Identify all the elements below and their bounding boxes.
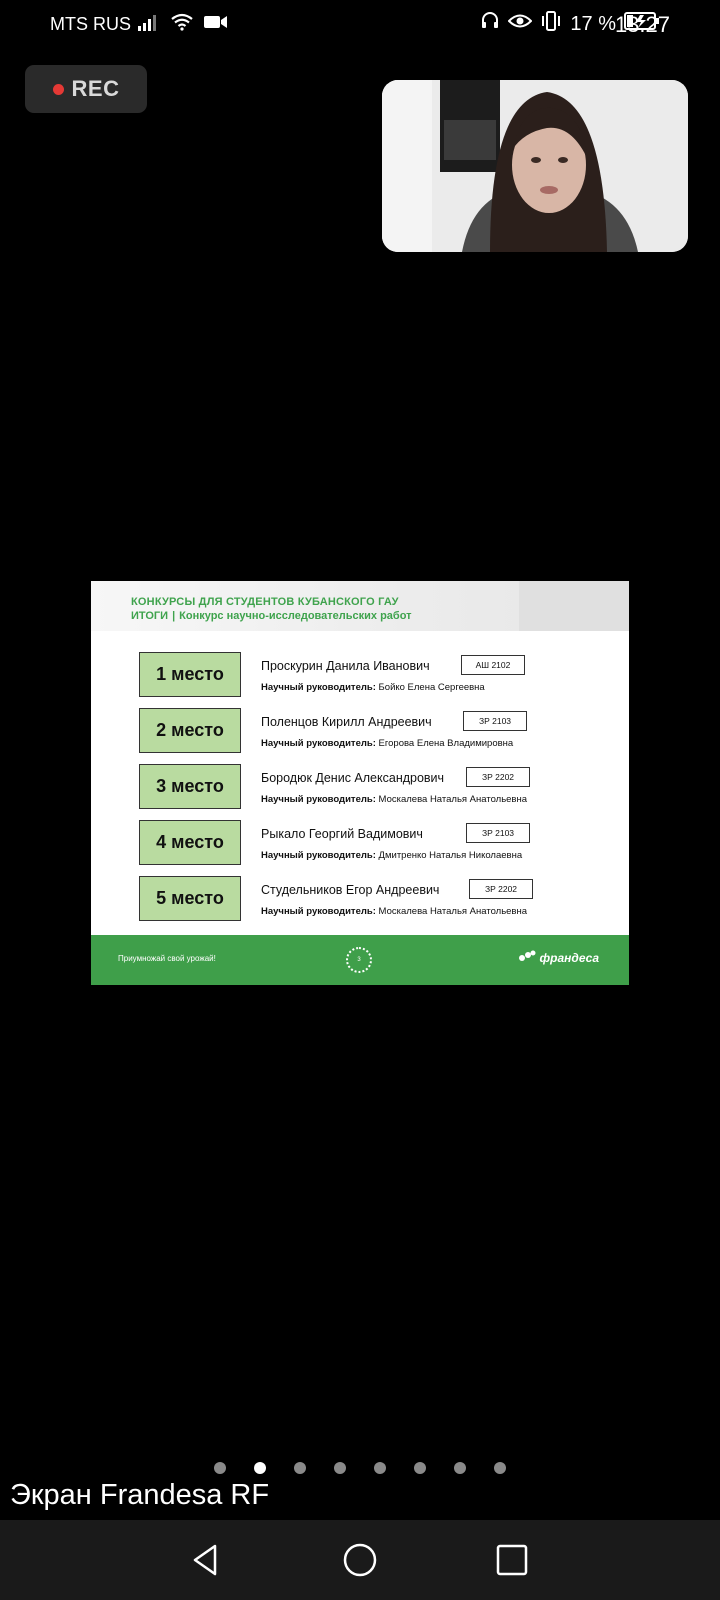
participant-video-image	[382, 80, 688, 252]
advisor-line	[261, 906, 527, 917]
page-dot[interactable]	[214, 1462, 226, 1474]
student-name: Проскурин Данила Иванович	[261, 659, 430, 673]
signal-icon	[138, 13, 160, 36]
student-name: Рыкало Георгий Вадимович	[261, 827, 423, 841]
result-row	[91, 876, 629, 924]
recording-label: REC	[71, 76, 120, 101]
slide-subtitle	[131, 610, 412, 622]
screen-share-title: Экран Frandesa RF	[10, 1479, 270, 1511]
leaf-logo-icon	[517, 949, 537, 970]
advisor-name: Москалева Наталья Анатольевна	[378, 794, 528, 805]
video-camera-icon	[204, 14, 228, 35]
advisor-name: Егорова Елена Владимировна	[378, 738, 514, 749]
advisor-name: Дмитренко Наталья Николаевна	[378, 850, 523, 861]
recents-button[interactable]	[490, 1538, 534, 1582]
advisor-line	[261, 794, 527, 805]
headset-icon	[480, 11, 500, 37]
page-number: 3	[346, 947, 372, 973]
eye-icon	[508, 12, 532, 36]
advisor-label: Научный руководитель:	[261, 738, 376, 749]
group-code: ЗР 2202	[469, 879, 533, 899]
page-dot[interactable]	[414, 1462, 426, 1474]
student-name: Бородюк Денис Александрович	[261, 771, 445, 785]
home-circle-icon	[342, 1542, 378, 1578]
page-indicator	[0, 1462, 720, 1474]
back-triangle-icon	[189, 1543, 223, 1577]
advisor-label: Научный руководитель:	[261, 850, 376, 861]
advisor-name: Москалева Наталья Анатольевна	[378, 906, 528, 917]
group-code: ЗР 2202	[466, 767, 530, 787]
page-dot[interactable]	[334, 1462, 346, 1474]
status-bar	[0, 0, 720, 50]
page-dot[interactable]	[294, 1462, 306, 1474]
slide-itogi: ИТОГИ	[131, 610, 169, 622]
participant-video-tile[interactable]	[382, 80, 688, 252]
slide-header	[91, 581, 629, 631]
page-dot[interactable]	[494, 1462, 506, 1474]
student-name: Студельников Егор Андреевич	[261, 883, 440, 897]
brand-logo: франдеса	[539, 951, 599, 965]
recents-square-icon	[495, 1543, 529, 1577]
advisor-line	[261, 738, 513, 749]
footer-slogan: Приумножай свой урожай!	[118, 954, 216, 963]
recording-dot-icon	[53, 84, 64, 95]
shared-slide	[91, 581, 629, 985]
place-badge: 2 место	[139, 708, 241, 753]
result-row	[91, 764, 629, 812]
battery-percent: 17 %	[570, 12, 616, 35]
advisor-label: Научный руководитель:	[261, 906, 376, 917]
advisor-line	[261, 682, 485, 693]
group-code: ЗР 2103	[466, 823, 530, 843]
group-code: ЗР 2103	[463, 711, 527, 731]
navigation-bar	[0, 1520, 720, 1600]
carrier-label: MTS RUS	[50, 14, 131, 34]
result-row	[91, 708, 629, 756]
clock: 13:27	[614, 12, 670, 37]
advisor-line	[261, 850, 522, 861]
group-code: АШ 2102	[461, 655, 525, 675]
result-row	[91, 652, 629, 700]
place-badge: 3 место	[139, 764, 241, 809]
slide-contest-name: Конкурс научно-исследовательских работ	[179, 610, 412, 622]
page-dot-active[interactable]	[254, 1462, 266, 1474]
page-dot[interactable]	[374, 1462, 386, 1474]
place-badge: 5 место	[139, 876, 241, 921]
student-name: Поленцов Кирилл Андреевич	[261, 715, 432, 729]
slide-separator: |	[172, 610, 176, 622]
slide-footer	[91, 935, 629, 985]
back-button[interactable]	[184, 1538, 228, 1582]
advisor-name: Бойко Елена Сергеевна	[378, 682, 485, 693]
slide-title: КОНКУРСЫ ДЛЯ СТУДЕНТОВ КУБАНСКОГО ГАУ	[131, 596, 399, 608]
home-button[interactable]	[338, 1538, 382, 1582]
advisor-label: Научный руководитель:	[261, 682, 376, 693]
place-badge: 4 место	[139, 820, 241, 865]
recording-badge[interactable]	[25, 65, 147, 113]
vibrate-icon	[540, 11, 562, 37]
wifi-icon	[170, 13, 194, 36]
result-row	[91, 820, 629, 868]
advisor-label: Научный руководитель:	[261, 794, 376, 805]
place-badge: 1 место	[139, 652, 241, 697]
page-dot[interactable]	[454, 1462, 466, 1474]
header-decoration	[519, 581, 629, 631]
